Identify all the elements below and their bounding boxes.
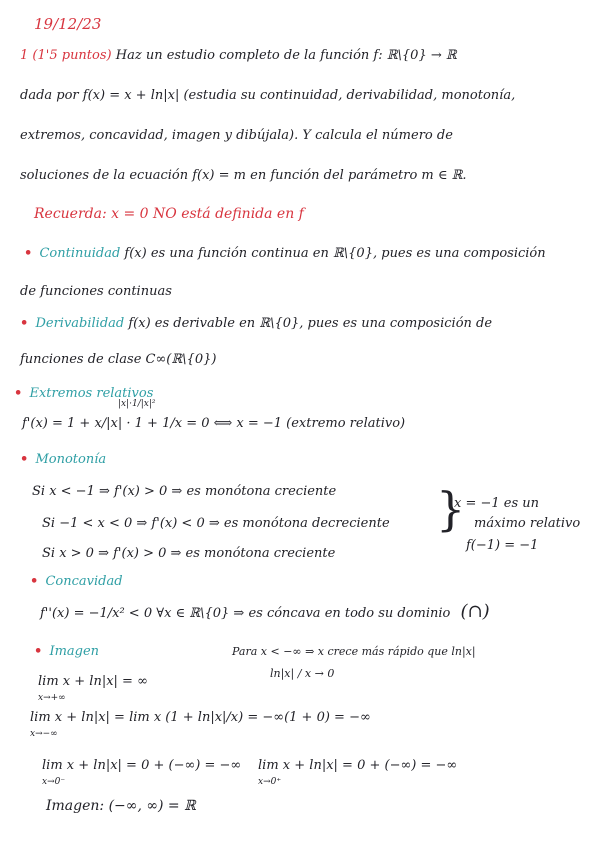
monotony-label: Monotonía xyxy=(35,452,107,467)
monotony-note-2: máximo relativo xyxy=(474,516,581,531)
concavity-text: f''(x) = −1/x² < 0 ∀x ∈ ℝ\{0} ⇒ es cóncava en todo su dominio xyxy=(40,606,451,621)
problem-number: 1 xyxy=(20,48,29,63)
problem-statement-line-2: dada por f(x) = x + ln|x| (estudia su continuidad, derivabilidad, monotonía, xyxy=(20,88,516,103)
problem-statement-line-1 xyxy=(20,48,457,64)
limit-4-sub: x→0⁺ xyxy=(258,777,282,787)
continuity-line-1 xyxy=(24,246,546,262)
limit-1-sub: x→+∞ xyxy=(38,693,66,703)
derivative-equation: f'(x) = 1 + x/|x| · 1 + 1/x = 0 ⟺ x = −1 (extremo relativo) xyxy=(22,416,406,431)
problem-statement-line-3: extremos, concavidad, imagen y dibújala). Y calcula el número de xyxy=(20,128,453,143)
image-note-fraction: ln|x| / x → 0 xyxy=(270,667,335,680)
image-heading xyxy=(34,644,99,660)
limit-4 xyxy=(258,758,457,774)
monotony-note-3: f(−1) = −1 xyxy=(466,538,539,553)
continuity-label: Continuidad xyxy=(39,246,121,261)
continuity-line-2: de funciones continuas xyxy=(20,284,172,299)
limit-3 xyxy=(42,758,241,774)
problem-statement-line-4: soluciones de la ecuación f(x) = m en función del parámetro m ∈ ℝ. xyxy=(20,168,467,183)
brace-icon: } xyxy=(436,482,466,536)
monotony-case-3: Si x > 0 ⇒ f'(x) > 0 ⇒ es monótona creciente xyxy=(42,546,336,561)
lim-word: lim xyxy=(42,758,63,773)
bullet-icon: • xyxy=(24,246,33,261)
limit-1 xyxy=(38,674,148,690)
problem-points: (1'5 puntos) xyxy=(32,48,112,63)
lim-word: lim xyxy=(38,674,59,689)
extrema-superscript: |x|·1/|x|² xyxy=(118,399,156,409)
image-result: Imagen: (−∞, ∞) = ℝ xyxy=(46,798,196,814)
bullet-icon: • xyxy=(14,386,23,401)
derivability-line-2: funciones de clase C∞(ℝ\{0}) xyxy=(20,352,217,367)
continuity-text-1: f(x) es una función continua en ℝ\{0}, pues es una composición xyxy=(124,246,546,261)
limit-2 xyxy=(30,710,371,726)
monotony-heading xyxy=(20,452,106,468)
bullet-icon: • xyxy=(20,452,29,467)
bullet-icon: • xyxy=(30,574,39,589)
concavity-heading xyxy=(30,574,123,590)
limit-2-sub: x→−∞ xyxy=(30,729,58,739)
monotony-note-1: x = −1 es un xyxy=(454,496,540,511)
image-note-1: Para x < −∞ ⇒ x crece más rápido que ln|x| xyxy=(232,645,476,658)
limit-3-expr: x + ln|x| = 0 + (−∞) = −∞ xyxy=(66,758,242,773)
derivability-label: Derivabilidad xyxy=(35,316,125,331)
derivability-text-1: f(x) es derivable en ℝ\{0}, pues es una composición de xyxy=(128,316,493,331)
monotony-case-2: Si −1 < x < 0 ⇒ f'(x) < 0 ⇒ es monótona decreciente xyxy=(42,516,390,531)
reminder-note: Recuerda: x = 0 NO está definida en f xyxy=(34,206,304,222)
derivability-line-1 xyxy=(20,316,492,332)
limit-1-expr: x + ln|x| = ∞ xyxy=(62,674,148,689)
cap-symbol: (∩) xyxy=(460,601,490,622)
monotony-case-1: Si x < −1 ⇒ f'(x) > 0 ⇒ es monótona creciente xyxy=(32,484,337,499)
limit-3-sub: x→0⁻ xyxy=(42,777,66,787)
extrema-label: Extremos relativos xyxy=(29,386,154,401)
bullet-icon: • xyxy=(34,644,43,659)
bullet-icon: • xyxy=(20,316,29,331)
date: 19/12/23 xyxy=(34,15,102,33)
image-label: Imagen xyxy=(49,644,100,659)
lim-word: lim xyxy=(30,710,51,725)
concavity-label: Concavidad xyxy=(45,574,123,589)
lim-word: lim xyxy=(258,758,279,773)
limit-4-expr: x + ln|x| = 0 + (−∞) = −∞ xyxy=(282,758,458,773)
limit-2-expr: x + ln|x| = lim x (1 + ln|x|/x) = −∞(1 + 0) = −∞ xyxy=(54,710,371,725)
problem-text-1: Haz un estudio completo de la función f: ℝ\{0} → ℝ xyxy=(115,48,457,63)
concavity-equation xyxy=(40,601,490,622)
